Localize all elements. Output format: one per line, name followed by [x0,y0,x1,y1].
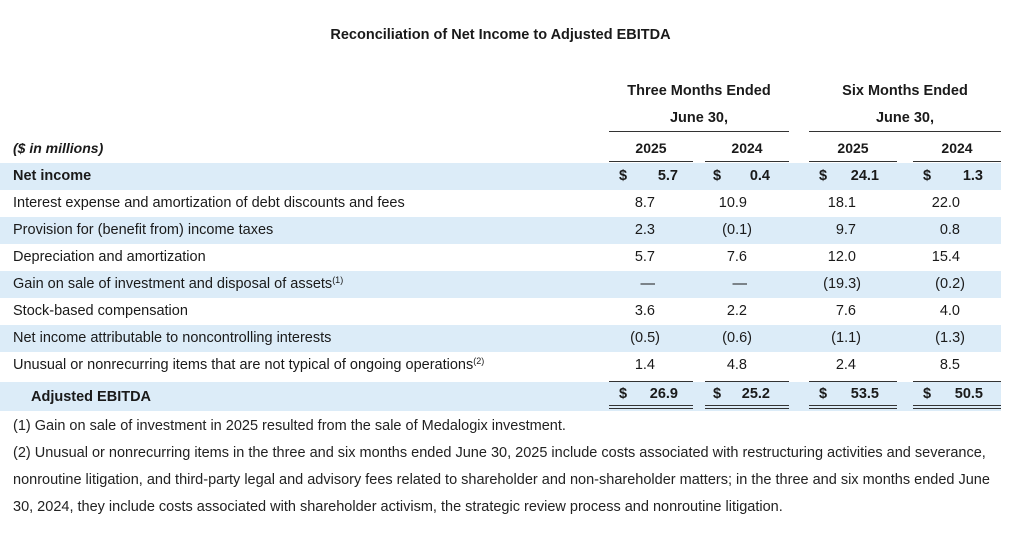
value-cell: 1.3 [962,168,983,184]
value-cell: 5.7 [657,168,678,184]
value-cell: 2.4 [835,357,856,373]
value-cell: (0.6) [722,330,752,346]
currency-symbol: $ [713,168,722,184]
currency-symbol: $ [819,386,828,402]
value-cell: 7.6 [835,303,856,319]
currency-symbol: $ [923,168,932,184]
value-cell: 8.7 [634,195,655,211]
row-label: Net income attributable to noncontrolling interests [13,330,332,346]
table-row [0,244,1001,271]
value-cell: 1.4 [634,357,655,373]
value-cell: 25.2 [741,386,770,402]
value-cell: 2.2 [726,303,747,319]
table-row [0,271,1001,298]
footnote-1: (1) Gain on sale of investment in 2025 resulted from the sale of Medalogix investment. [13,418,566,434]
group-header-line2: June 30, [875,110,935,126]
value-cell: 5.7 [634,249,655,265]
row-label: Provision for (benefit from) income taxes [13,222,274,238]
row-label: Interest expense and amortization of debt discounts and fees [13,195,405,211]
value-cell: (1.1) [831,330,861,346]
year-rule [809,161,897,162]
table-row [0,217,1001,244]
year-rule [609,161,693,162]
value-cell: 18.1 [827,195,856,211]
value-cell: 8.5 [939,357,960,373]
value-cell: (19.3) [823,276,861,292]
table-row [0,190,1001,217]
group-header-line1: Six Months Ended [842,83,968,99]
double-underline [913,405,1001,409]
row-label: Stock-based compensation [13,303,188,319]
row-label: Adjusted EBITDA [31,389,152,405]
table-row [0,325,1001,352]
value-cell: (0.5) [630,330,660,346]
value-cell: 0.4 [749,168,770,184]
table-row [0,352,1001,379]
row-label: Depreciation and amortization [13,249,206,265]
value-cell: 53.5 [850,386,879,402]
value-cell: 2.3 [634,222,655,238]
value-cell: 7.6 [726,249,747,265]
value-cell: 4.8 [726,357,747,373]
currency-symbol: $ [923,386,932,402]
value-cell: 12.0 [827,249,856,265]
row-label: Unusual or nonrecurring items that are not typical of ongoing operations$^{(2)}$ [13,356,485,373]
value-cell: — [640,276,655,292]
value-cell: 3.6 [634,303,655,319]
value-cell: 0.8 [939,222,960,238]
value-cell: (0.1) [722,222,752,238]
group-rule [609,131,789,132]
currency-symbol: $ [819,168,828,184]
value-cell: 4.0 [939,303,960,319]
year-rule [705,161,789,162]
row-label: Net income [13,168,92,184]
group-header-line2: June 30, [669,110,729,126]
currency-symbol: $ [619,386,628,402]
footnote-ref: (1) [332,275,344,285]
value-cell: 26.9 [649,386,678,402]
double-underline [705,405,789,409]
value-cell: 15.4 [931,249,960,265]
table-title: Reconciliation of Net Income to Adjusted EBITDA [330,27,671,43]
value-cell: (1.3) [935,330,965,346]
value-cell: — [732,276,747,292]
double-underline [609,405,693,409]
table-row-net-income [0,163,1001,190]
year-header: 2025 [635,140,667,156]
footnote-2: (2) Unusual or nonrecurring items in the three and six months ended June 30, 2025 include costs associated with restructuring activities and severance, nonroutine litigation, and third-party legal and advisory fees related to shareholder and non-shareholder matters; in the three and six months ended June 30, 2024, they include costs associated with shareholder activism, the strategic review process and nonroutine litigation. [13,445,990,515]
currency-symbol: $ [713,386,722,402]
double-underline [809,405,897,409]
value-cell: 22.0 [931,195,960,211]
year-header: 2024 [941,140,973,156]
value-cell: 10.9 [718,195,747,211]
value-cell: 9.7 [835,222,856,238]
year-header: 2025 [837,140,869,156]
value-cell: 24.1 [850,168,879,184]
year-rule [913,161,1001,162]
row-label: Gain on sale of investment and disposal of assets$^{(1)}$ [13,275,344,292]
currency-symbol: $ [619,168,628,184]
value-cell: 50.5 [954,386,983,402]
value-cell: (0.2) [935,276,965,292]
units-label: ($ in millions) [13,140,104,156]
footnote-ref: (2) [473,356,485,366]
year-header: 2024 [731,140,763,156]
table-row [0,298,1001,325]
group-header-line1: Three Months Ended [627,83,771,99]
group-rule [809,131,1001,132]
